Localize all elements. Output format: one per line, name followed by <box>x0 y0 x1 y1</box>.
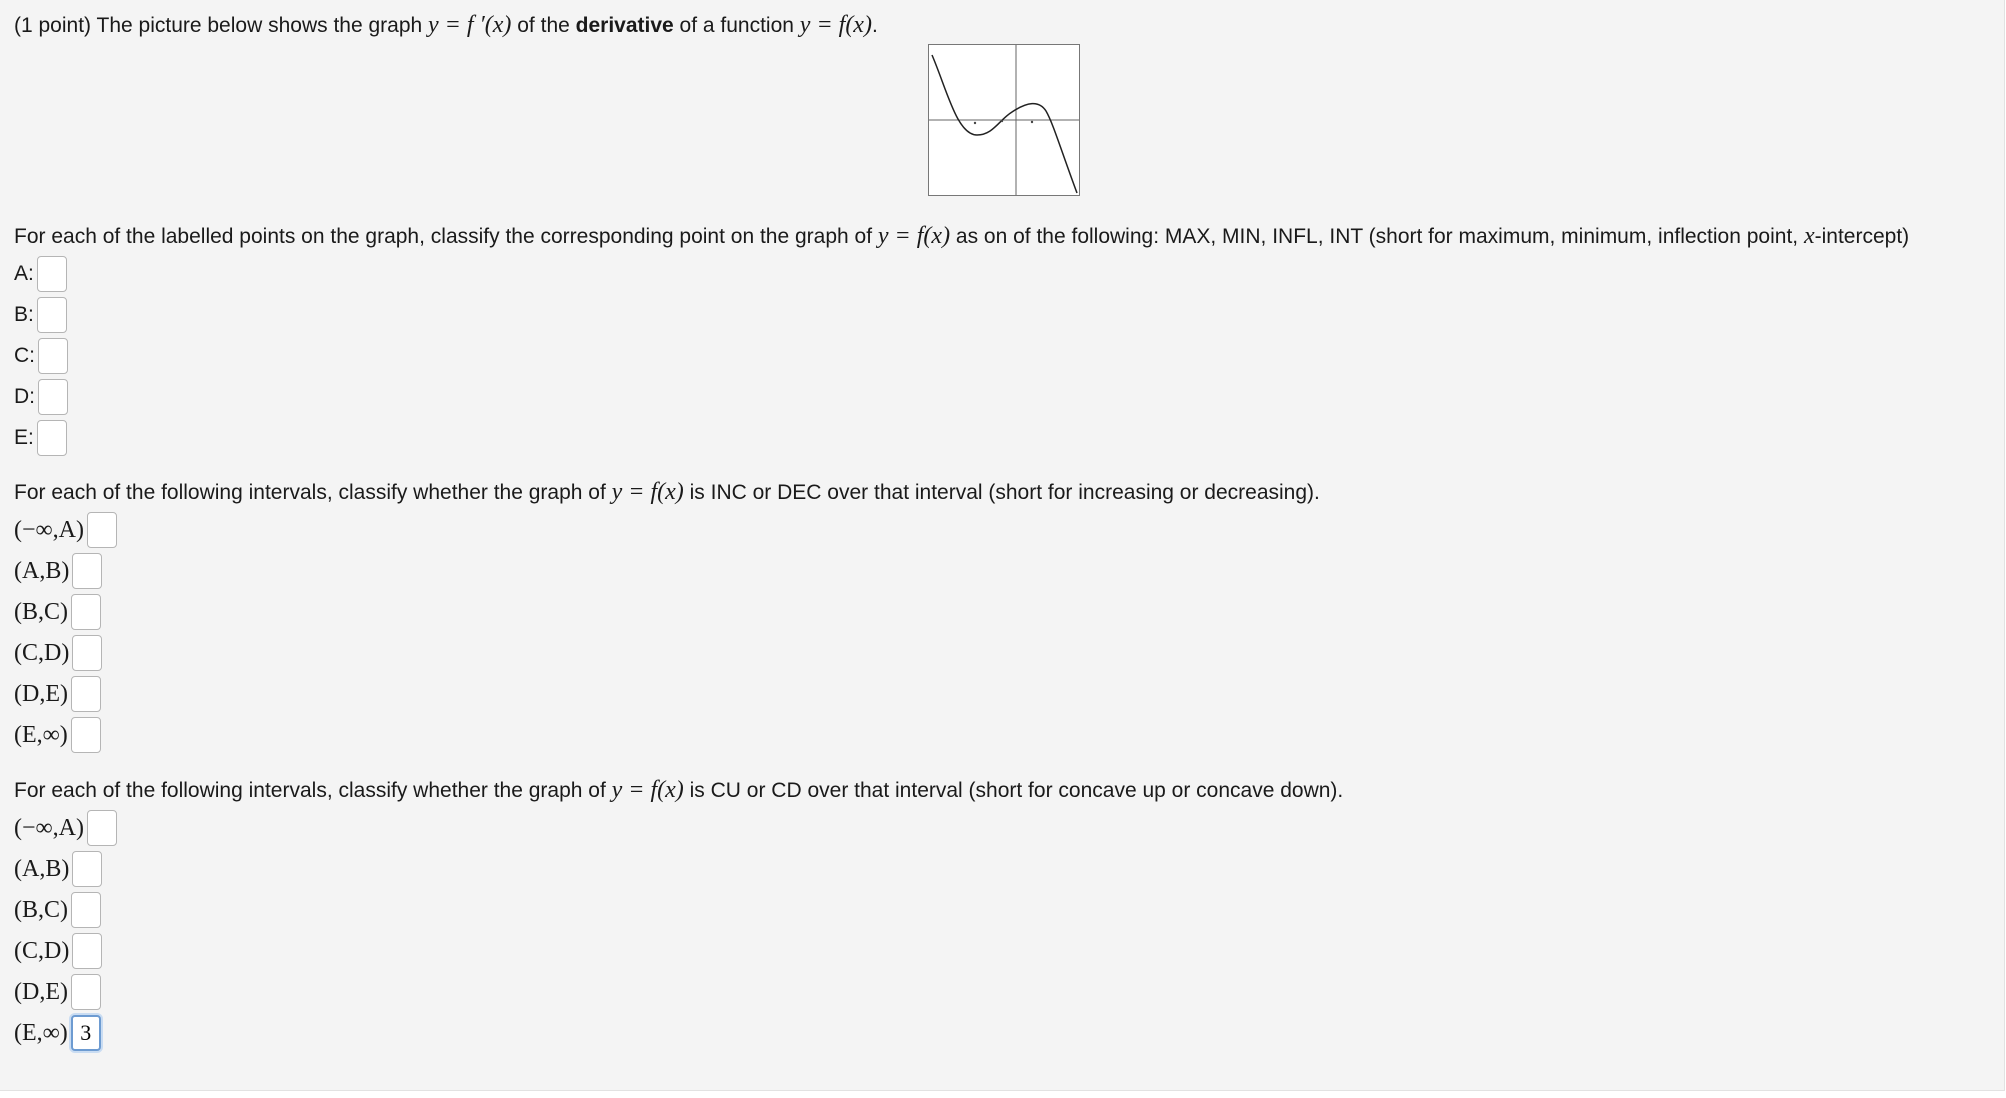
cu-interval-label-2: (A,B) <box>14 855 70 882</box>
intro-math-derivative: y = f ′(x) <box>428 12 512 38</box>
cu-math: y = f(x) <box>611 777 684 803</box>
cu-row-1 <box>14 809 117 847</box>
inc-row-5 <box>14 675 101 713</box>
inc-input-3[interactable] <box>71 594 101 630</box>
inc-interval-label-2: (A,B) <box>14 557 70 584</box>
inc-interval-label-6: (E,∞) <box>14 721 68 748</box>
cu-input-2[interactable] <box>72 851 102 887</box>
cu-prefix: For each of the following intervals, classify whether the graph of <box>14 779 612 802</box>
cu-cd-instruction <box>14 777 1343 804</box>
intro-suffix: . <box>871 14 878 37</box>
cu-suffix: is CU or CD over that interval (short for concave up or concave down). <box>683 779 1344 802</box>
points-suffix: -intercept) <box>1814 225 1910 248</box>
points-prefix: For each of the labelled points on the graph, classify the corresponding point on the graph of <box>14 225 878 248</box>
point-row-a <box>14 255 67 293</box>
derivative-graph <box>928 44 1080 196</box>
points-math-x: x <box>1803 223 1815 249</box>
points-math: y = f(x) <box>877 223 951 249</box>
point-label-d: D: <box>14 385 35 408</box>
point-label-b: B: <box>14 303 34 326</box>
intro-bold-derivative: derivative <box>575 14 674 37</box>
point-marker-a <box>974 122 976 124</box>
cu-interval-label-4: (C,D) <box>14 937 70 964</box>
cu-input-4[interactable] <box>72 933 102 969</box>
inc-dec-instruction <box>14 479 1320 506</box>
inc-row-6 <box>14 716 101 754</box>
point-row-e <box>14 419 67 457</box>
point-marker-c <box>1031 121 1033 123</box>
points-mid: as on of the following: MAX, MIN, INFL, INT (short for maximum, minimum, inflection point, <box>950 225 1804 248</box>
derivative-graph-svg <box>929 45 1079 195</box>
point-marker-b <box>1001 120 1003 122</box>
inc-prefix: For each of the following intervals, classify whether the graph of <box>14 481 612 504</box>
point-input-b[interactable] <box>37 297 67 333</box>
point-input-a[interactable] <box>37 256 67 292</box>
point-row-b <box>14 296 67 334</box>
cu-input-5[interactable] <box>71 974 101 1010</box>
inc-input-1[interactable] <box>87 512 117 548</box>
inc-interval-label-4: (C,D) <box>14 639 70 666</box>
cu-row-2 <box>14 850 102 888</box>
cu-interval-label-3: (B,C) <box>14 896 68 923</box>
inc-interval-label-5: (D,E) <box>14 680 68 707</box>
cu-interval-label-6: (E,∞) <box>14 1019 68 1046</box>
inc-suffix: is INC or DEC over that interval (short for increasing or decreasing). <box>683 481 1320 504</box>
point-label-c: C: <box>14 344 35 367</box>
inc-interval-label-1: (−∞,A) <box>14 516 84 543</box>
inc-row-2 <box>14 552 102 590</box>
inc-row-3 <box>14 593 101 631</box>
inc-row-4 <box>14 634 102 672</box>
cu-input-1[interactable] <box>87 810 117 846</box>
point-input-d[interactable] <box>38 379 68 415</box>
inc-input-2[interactable] <box>72 553 102 589</box>
cu-row-5 <box>14 973 101 1011</box>
cu-row-3 <box>14 891 101 929</box>
inc-input-4[interactable] <box>72 635 102 671</box>
cu-interval-label-5: (D,E) <box>14 978 68 1005</box>
point-row-d <box>14 378 68 416</box>
cu-interval-label-1: (−∞,A) <box>14 814 84 841</box>
inc-input-6[interactable] <box>71 717 101 753</box>
points-instruction <box>14 223 1909 250</box>
cu-input-6[interactable] <box>71 1015 101 1051</box>
point-input-c[interactable] <box>38 338 68 374</box>
point-label-a: A: <box>14 262 34 285</box>
inc-interval-label-3: (B,C) <box>14 598 68 625</box>
point-input-e[interactable] <box>37 420 67 456</box>
derivative-curve <box>932 55 1077 193</box>
cu-row-4 <box>14 932 102 970</box>
cu-input-3[interactable] <box>71 892 101 928</box>
intro-math-function: y = f(x) <box>799 12 872 38</box>
point-row-c <box>14 337 68 375</box>
inc-math: y = f(x) <box>611 479 684 505</box>
inc-input-5[interactable] <box>71 676 101 712</box>
inc-row-1 <box>14 511 117 549</box>
intro-mid2: of a function <box>673 14 800 37</box>
intro-mid: of the <box>511 14 576 37</box>
cu-row-6 <box>14 1014 101 1052</box>
problem-intro <box>14 12 878 39</box>
point-label-e: E: <box>14 426 34 449</box>
intro-prefix: (1 point) The picture below shows the graph <box>14 14 429 37</box>
